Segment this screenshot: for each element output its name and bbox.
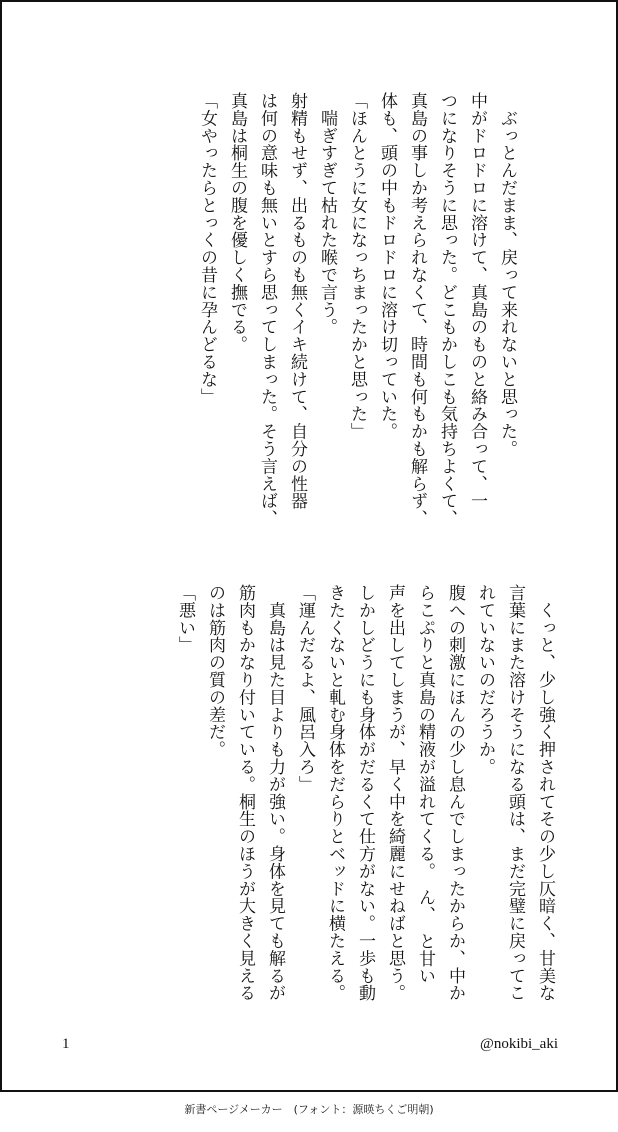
upper-text-block (192, 92, 522, 527)
text-line: 筋肉もかなり付いている。桐生のほうが大きく見える (235, 584, 255, 1002)
footer-credit: 新書ページメーカー (フォント：源暎ちくご明朝) (184, 1103, 434, 1116)
text-line: 「ほんとうに女になっちまったかと思った」 (347, 92, 367, 440)
text-line: れていないのだろうか。 (475, 584, 495, 776)
text-line: 腹への刺激にほんの少し息んでしまったからか、中か (445, 584, 465, 1002)
text-line: 「悪い」 (175, 584, 195, 654)
page-number: 1 (62, 1036, 70, 1052)
text-line: しかしどうにも身体がだるくて仕方がない。一歩も動 (355, 584, 375, 1002)
text-line: 中がドロドロに溶けて、真島のものと絡み合って、一 (467, 92, 487, 510)
text-line: きたくないと軋む身体をだらりとベッドに横たえる。 (325, 584, 345, 1002)
text-line: 声を出してしまうが、早く中を綺麗にせねばと思う。 (385, 584, 405, 1002)
lower-text-block (170, 584, 560, 1002)
text-line: 体も、頭の中もドロドロに溶け切っていた。 (377, 92, 397, 440)
author-handle: @nokibi_aki (480, 1036, 558, 1052)
text-line: ぶっとんだまま、戻って来れないと思った。 (497, 92, 517, 458)
text-line: 真島は桐生の腹を優しく撫でる。 (227, 92, 247, 353)
text-line: 「女やったらとっくの昔に孕んどるな」 (197, 92, 217, 406)
text-line: 「運んだるよ、風呂入ろ」 (295, 584, 315, 793)
text-line: 真島の事しか考えられなくて、時間も何もかも解らず、 (407, 92, 427, 527)
text-line: 真島は見た目よりも力が強い。身体を見ても解るが (265, 584, 285, 1002)
text-line: のは筋肉の質の差だ。 (205, 584, 225, 758)
text-line: 喘ぎすぎて枯れた喉で言う。 (317, 92, 337, 336)
text-line: 言葉にまた溶けそうになる頭は、まだ完璧に戻ってこ (505, 584, 525, 1002)
text-line: つになりそうに思った。どこもかしこも気持ちよくて、 (437, 92, 457, 527)
text-line: らこぷりと真島の精液が溢れてくる。 ん、 と甘い (415, 584, 435, 985)
text-line: は何の意味も無いとすら思ってしまった。そう言えば、 (257, 92, 277, 527)
text-line: くっと、少し強く押されてその少し仄暗く、甘美な (535, 584, 555, 1002)
text-line: 射精もせず、出るものも無くイキ続けて、自分の性器 (287, 92, 307, 510)
